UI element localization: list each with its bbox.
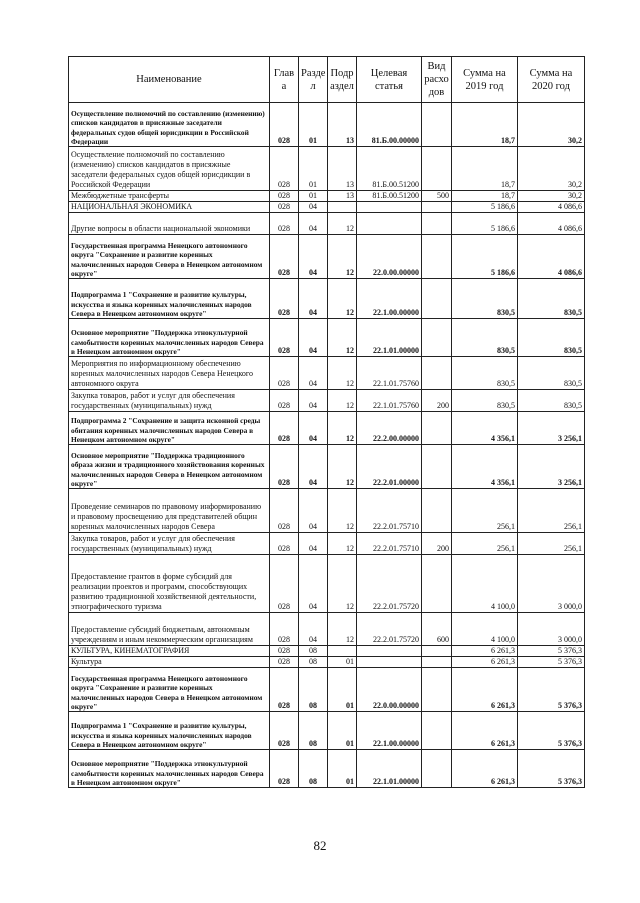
- row-sum-2019: 5 186,6: [452, 202, 518, 213]
- row-podrazdel: 13: [328, 191, 357, 202]
- row-sum-2019: 18,7: [452, 147, 518, 191]
- row-sum-2019: 18,7: [452, 103, 518, 147]
- row-name: Межбюджетные трансферты: [69, 191, 270, 202]
- row-target-article: 22.0.00.00000: [357, 668, 422, 712]
- row-sum-2020: 4 086,6: [518, 235, 585, 279]
- row-name: Закупка товаров, работ и услуг для обеспечения государственных (муниципальных) нужд: [69, 533, 270, 555]
- row-target-article: 22.2.01.00000: [357, 445, 422, 489]
- row-podrazdel: 12: [328, 213, 357, 235]
- row-sum-2019: 4 100,0: [452, 555, 518, 613]
- row-sum-2019: 6 261,3: [452, 657, 518, 668]
- row-target-article: 22.2.00.00000: [357, 412, 422, 445]
- table-row: [69, 202, 585, 213]
- header-sum-2020: Сумма на 2020 год: [518, 57, 585, 103]
- row-sum-2019: 18,7: [452, 191, 518, 202]
- table-row: [69, 445, 585, 489]
- row-glava: 028: [270, 390, 299, 412]
- row-razdel: 08: [299, 668, 328, 712]
- row-expense-type: [422, 657, 452, 668]
- table-row: [69, 103, 585, 147]
- row-podrazdel: 12: [328, 533, 357, 555]
- row-name: Основное мероприятие "Поддержка этнокультурной самобытности коренных малочисленных народов Севера в Ненецком автономном округе": [69, 319, 270, 357]
- table-row: [69, 357, 585, 390]
- row-expense-type: [422, 445, 452, 489]
- row-target-article: [357, 202, 422, 213]
- row-glava: 028: [270, 412, 299, 445]
- row-name: Мероприятия по информационному обеспечению коренных малочисленных народов Севера Ненецкого автономного округа: [69, 357, 270, 390]
- header-target-article: Целевая статья: [357, 57, 422, 103]
- table-row: [69, 319, 585, 357]
- row-sum-2019: 256,1: [452, 533, 518, 555]
- row-expense-type: [422, 750, 452, 788]
- row-sum-2020: 5 376,3: [518, 750, 585, 788]
- row-sum-2020: 5 376,3: [518, 712, 585, 750]
- row-glava: 028: [270, 191, 299, 202]
- row-name: Проведение семинаров по правовому информированию и правовому просвещению для представителей общин коренных малочисленных народов Севера: [69, 489, 270, 533]
- row-sum-2019: 830,5: [452, 390, 518, 412]
- row-sum-2019: 6 261,3: [452, 646, 518, 657]
- row-podrazdel: [328, 646, 357, 657]
- row-target-article: 22.2.01.75710: [357, 489, 422, 533]
- row-razdel: 04: [299, 357, 328, 390]
- row-razdel: 04: [299, 412, 328, 445]
- table-row: [69, 191, 585, 202]
- row-podrazdel: 12: [328, 555, 357, 613]
- row-sum-2019: 5 186,6: [452, 235, 518, 279]
- header-glava: Глав а: [270, 57, 299, 103]
- row-expense-type: [422, 202, 452, 213]
- row-glava: 028: [270, 279, 299, 319]
- row-razdel: 08: [299, 657, 328, 668]
- row-podrazdel: 12: [328, 412, 357, 445]
- table-row: [69, 668, 585, 712]
- row-glava: 028: [270, 646, 299, 657]
- row-name: Основное мероприятие "Поддержка этнокультурной самобытности коренных малочисленных народов Севера в Ненецком автономном округе": [69, 750, 270, 788]
- row-sum-2019: 256,1: [452, 489, 518, 533]
- row-name: Предоставление субсидий бюджетным, автономным учреждениям и иным некоммерческим организациям: [69, 613, 270, 646]
- row-glava: 028: [270, 319, 299, 357]
- row-glava: 028: [270, 202, 299, 213]
- table-row: [69, 489, 585, 533]
- row-sum-2020: 3 256,1: [518, 412, 585, 445]
- row-name: Другие вопросы в области национальной экономики: [69, 213, 270, 235]
- row-name: Закупка товаров, работ и услуг для обеспечения государственных (муниципальных) нужд: [69, 390, 270, 412]
- row-expense-type: [422, 712, 452, 750]
- row-name: Государственная программа Ненецкого автономного округа "Сохранение и развитие коренных малочисленных народов Севера в Ненецком автономном округе": [69, 235, 270, 279]
- row-glava: 028: [270, 489, 299, 533]
- row-target-article: [357, 657, 422, 668]
- row-target-article: 22.1.00.00000: [357, 279, 422, 319]
- row-razdel: 04: [299, 445, 328, 489]
- row-sum-2020: 5 376,3: [518, 668, 585, 712]
- row-name: Осуществление полномочий по составлению (изменению) списков кандидатов в присяжные заседатели федеральных судов общей юрисдикции в Российской Федерации: [69, 147, 270, 191]
- row-target-article: 22.2.01.75720: [357, 555, 422, 613]
- row-target-article: [357, 646, 422, 657]
- table-row: [69, 657, 585, 668]
- row-glava: 028: [270, 103, 299, 147]
- row-target-article: 22.0.00.00000: [357, 235, 422, 279]
- budget-sheet: [68, 56, 584, 788]
- table-row: [69, 147, 585, 191]
- header-name: Наименование: [69, 57, 270, 103]
- row-razdel: 04: [299, 533, 328, 555]
- row-expense-type: 500: [422, 191, 452, 202]
- table-row: [69, 533, 585, 555]
- row-target-article: 22.1.01.00000: [357, 750, 422, 788]
- row-expense-type: 200: [422, 390, 452, 412]
- row-razdel: 04: [299, 489, 328, 533]
- row-razdel: 04: [299, 613, 328, 646]
- row-expense-type: 600: [422, 613, 452, 646]
- row-glava: 028: [270, 750, 299, 788]
- row-podrazdel: 12: [328, 319, 357, 357]
- row-expense-type: [422, 668, 452, 712]
- row-name: Подпрограмма 2 "Сохранение и защита исконной среды обитания коренных малочисленных народов Севера в Ненецком автономном округе": [69, 412, 270, 445]
- row-expense-type: [422, 147, 452, 191]
- header-razdel: Разде л: [299, 57, 328, 103]
- row-razdel: 01: [299, 191, 328, 202]
- row-sum-2020: 830,5: [518, 319, 585, 357]
- row-sum-2020: 30,2: [518, 191, 585, 202]
- table-row: [69, 555, 585, 613]
- row-podrazdel: 01: [328, 657, 357, 668]
- row-sum-2020: 30,2: [518, 103, 585, 147]
- row-sum-2019: 4 356,1: [452, 412, 518, 445]
- row-target-article: 22.1.01.00000: [357, 319, 422, 357]
- row-podrazdel: 13: [328, 147, 357, 191]
- row-razdel: 04: [299, 235, 328, 279]
- row-podrazdel: 01: [328, 712, 357, 750]
- row-target-article: 81.Б.00.51200: [357, 147, 422, 191]
- row-sum-2019: 830,5: [452, 279, 518, 319]
- row-glava: 028: [270, 235, 299, 279]
- row-razdel: 04: [299, 319, 328, 357]
- row-target-article: 22.1.01.75760: [357, 390, 422, 412]
- row-sum-2020: 830,5: [518, 357, 585, 390]
- row-sum-2019: 830,5: [452, 319, 518, 357]
- row-razdel: 04: [299, 202, 328, 213]
- row-expense-type: [422, 279, 452, 319]
- row-expense-type: 200: [422, 533, 452, 555]
- row-glava: 028: [270, 213, 299, 235]
- row-glava: 028: [270, 657, 299, 668]
- row-expense-type: [422, 319, 452, 357]
- row-sum-2019: 6 261,3: [452, 712, 518, 750]
- row-podrazdel: 12: [328, 390, 357, 412]
- row-name: Осуществление полномочий по составлению (изменению) списков кандидатов в присяжные заседатели федеральных судов общей юрисдикции в Российской Федерации: [69, 103, 270, 147]
- row-sum-2019: 5 186,6: [452, 213, 518, 235]
- row-expense-type: [422, 213, 452, 235]
- row-sum-2020: 5 376,3: [518, 646, 585, 657]
- row-podrazdel: 13: [328, 103, 357, 147]
- row-razdel: 04: [299, 279, 328, 319]
- row-target-article: 81.Б.00.00000: [357, 103, 422, 147]
- row-podrazdel: 12: [328, 279, 357, 319]
- row-razdel: 08: [299, 646, 328, 657]
- table-row: [69, 646, 585, 657]
- row-sum-2020: 3 256,1: [518, 445, 585, 489]
- row-name: Государственная программа Ненецкого автономного округа "Сохранение и развитие коренных малочисленных народов Севера в Ненецком автономном округе": [69, 668, 270, 712]
- header-expense-type: Вид расхо дов: [422, 57, 452, 103]
- row-sum-2020: 256,1: [518, 489, 585, 533]
- row-glava: 028: [270, 533, 299, 555]
- row-sum-2020: 256,1: [518, 533, 585, 555]
- row-glava: 028: [270, 613, 299, 646]
- row-expense-type: [422, 103, 452, 147]
- row-name: Основное мероприятие "Поддержка традиционного образа жизни и традиционного хозяйствования коренных малочисленных народов Севера в Ненецком автономном округе": [69, 445, 270, 489]
- row-sum-2020: 830,5: [518, 279, 585, 319]
- page-number: 82: [313, 838, 327, 853]
- row-razdel: 01: [299, 103, 328, 147]
- row-sum-2020: 4 086,6: [518, 213, 585, 235]
- row-razdel: 08: [299, 712, 328, 750]
- row-razdel: 04: [299, 213, 328, 235]
- row-sum-2020: 3 000,0: [518, 613, 585, 646]
- table-row: [69, 235, 585, 279]
- row-target-article: 81.Б.00.51200: [357, 191, 422, 202]
- row-podrazdel: 12: [328, 445, 357, 489]
- row-razdel: 08: [299, 750, 328, 788]
- budget-table: [68, 56, 585, 788]
- row-name: Подпрограмма 1 "Сохранение и развитие культуры, искусства и языка коренных малочисленных народов Севера в Ненецком автономном округе": [69, 712, 270, 750]
- row-glava: 028: [270, 445, 299, 489]
- table-row: [69, 712, 585, 750]
- row-razdel: 01: [299, 147, 328, 191]
- row-name: Подпрограмма 1 "Сохранение и развитие культуры, искусства и языка коренных малочисленных народов Севера в Ненецком автономном округе": [69, 279, 270, 319]
- row-podrazdel: 01: [328, 668, 357, 712]
- row-target-article: 22.2.01.75720: [357, 613, 422, 646]
- row-name: Культура: [69, 657, 270, 668]
- row-sum-2019: 4 356,1: [452, 445, 518, 489]
- row-sum-2019: 830,5: [452, 357, 518, 390]
- row-sum-2020: 4 086,6: [518, 202, 585, 213]
- table-row: [69, 412, 585, 445]
- row-podrazdel: 12: [328, 357, 357, 390]
- row-sum-2020: 3 000,0: [518, 555, 585, 613]
- row-target-article: [357, 213, 422, 235]
- row-glava: 028: [270, 555, 299, 613]
- row-name: НАЦИОНАЛЬНАЯ ЭКОНОМИКА: [69, 202, 270, 213]
- row-sum-2019: 6 261,3: [452, 668, 518, 712]
- row-expense-type: [422, 489, 452, 533]
- table-row: [69, 279, 585, 319]
- row-podrazdel: 12: [328, 489, 357, 533]
- row-expense-type: [422, 412, 452, 445]
- row-podrazdel: 01: [328, 750, 357, 788]
- header-row: [69, 57, 585, 103]
- table-row: [69, 213, 585, 235]
- row-podrazdel: [328, 202, 357, 213]
- row-glava: 028: [270, 712, 299, 750]
- row-expense-type: [422, 235, 452, 279]
- table-row: [69, 613, 585, 646]
- row-expense-type: [422, 646, 452, 657]
- row-expense-type: [422, 555, 452, 613]
- row-name: КУЛЬТУРА, КИНЕМАТОГРАФИЯ: [69, 646, 270, 657]
- row-sum-2020: 30,2: [518, 147, 585, 191]
- row-sum-2020: 830,5: [518, 390, 585, 412]
- row-target-article: 22.1.01.75760: [357, 357, 422, 390]
- row-podrazdel: 12: [328, 235, 357, 279]
- table-row: [69, 750, 585, 788]
- row-name: Предоставление грантов в форме субсидий для реализации проектов и программ, способствующих развитию традиционной хозяйственной деятельности, этнографического туризма: [69, 555, 270, 613]
- row-sum-2020: 5 376,3: [518, 657, 585, 668]
- row-target-article: 22.2.01.75710: [357, 533, 422, 555]
- header-podrazdel: Подр аздел: [328, 57, 357, 103]
- row-razdel: 04: [299, 555, 328, 613]
- row-sum-2019: 4 100,0: [452, 613, 518, 646]
- row-glava: 028: [270, 357, 299, 390]
- header-sum-2019: Сумма на 2019 год: [452, 57, 518, 103]
- row-target-article: 22.1.00.00000: [357, 712, 422, 750]
- row-razdel: 04: [299, 390, 328, 412]
- row-sum-2019: 6 261,3: [452, 750, 518, 788]
- row-glava: 028: [270, 668, 299, 712]
- row-glava: 028: [270, 147, 299, 191]
- table-row: [69, 390, 585, 412]
- row-podrazdel: 12: [328, 613, 357, 646]
- row-expense-type: [422, 357, 452, 390]
